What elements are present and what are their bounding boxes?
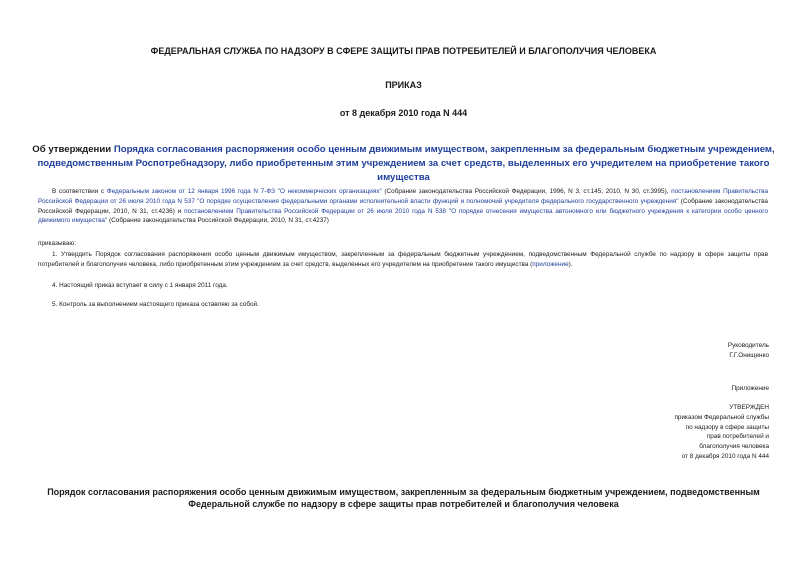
doc-type: ПРИКАЗ bbox=[385, 80, 422, 90]
approved-line: благополучия человека bbox=[699, 443, 769, 451]
procedure-title-line-2: Федеральной службе по надзору в сфере защиты прав потребителей и благополучия человека bbox=[188, 499, 619, 509]
approved-head: УТВЕРЖДЕН bbox=[729, 404, 769, 411]
procedure-title bbox=[38, 486, 769, 510]
preamble-text-3: (Собрание законодательства Российской Федерации, 2010, N 31, ст.4236) и bbox=[38, 197, 768, 215]
preamble-text-2: (Собрание законодательства Российской Федерации, 1996, N 3, ст.145; 2010, N 30, ст.3995), bbox=[381, 188, 672, 195]
item1-end: ). bbox=[568, 260, 573, 268]
signature-block bbox=[728, 341, 769, 361]
doc-date-number: от 8 декабря 2010 года N 444 bbox=[339, 108, 468, 118]
orders-label: приказываю: bbox=[38, 240, 76, 247]
resolution-538-link[interactable]: постановлением Правительства Российской Федерации от 26 июля 2010 года N 538 "О порядке отнесения имущества автономного или бюджетного учреждения к категории особо ценного движимого имущества" bbox=[38, 207, 768, 225]
agency-title: ФЕДЕРАЛЬНАЯ СЛУЖБА ПО НАДЗОРУ В СФЕРЕ ЗАЩИТЫ ПРАВ ПОТРЕБИТЕЛЕЙ И БЛАГОПОЛУЧИЯ ЧЕЛОВЕКА bbox=[150, 46, 657, 56]
item1-text: 1. Утвердить Порядок согласования распоряжения особо ценным движимым имуществом, закрепленным за федеральным бюджетным учреждением, подведомственным Федеральной службе по надзору в сфере защиты прав потребителей и благополучия человека, либо приобретенным этим учреждением за счет средств, выделенных его учредителем на приобретение такого имущества ( bbox=[38, 251, 768, 268]
approved-line: по надзору в сфере защиты bbox=[685, 423, 769, 431]
approved-block bbox=[674, 403, 769, 462]
appendix-label: Приложение bbox=[731, 385, 769, 392]
order-item-4: 4. Настоящий приказ вступает в силу с 1 января 2011 года. bbox=[52, 282, 228, 289]
order-item-5: 5. Контроль за выполнением настоящего приказа оставляю за собой. bbox=[52, 301, 259, 308]
procedure-title-line-1: Порядок согласования распоряжения особо ценным движимым имуществом, закрепленным за федеральным бюджетным учреждением, подведомственным bbox=[47, 487, 760, 497]
preamble-paragraph bbox=[38, 187, 768, 226]
order-item-1 bbox=[38, 250, 768, 270]
signature-name: Г.Г.Онищенко bbox=[729, 351, 769, 359]
subject-prefix: Об утверждении bbox=[32, 144, 114, 155]
appendix-link[interactable]: приложение bbox=[532, 260, 569, 268]
preamble-text-1: В соответствии с bbox=[52, 188, 107, 195]
signature-title: Руководитель bbox=[727, 342, 769, 349]
doc-subject bbox=[30, 143, 777, 185]
preamble-text-4: (Собрание законодательства Российской Федерации, 2010, N 31, ст.4237) bbox=[107, 217, 329, 225]
federal-law-link[interactable]: Федеральным законом от 12 января 1996 года N 7-ФЗ "О некоммерческих организациях" bbox=[106, 188, 382, 195]
subject-link[interactable]: Порядка согласования распоряжения особо ценным движимым имуществом, закрепленным за федеральным бюджетным учреждением, подведомственным Роспотребнадзору, либо приобретенным этим учреждением за счет средств, выделенных его учредителем на приобретение такого имущества bbox=[37, 144, 775, 183]
approved-line: приказом Федеральной службы bbox=[674, 413, 769, 421]
approved-line: от 8 декабря 2010 года N 444 bbox=[681, 452, 769, 460]
resolution-537-link[interactable]: постановлением Правительства Российской Федерации от 26 июля 2010 года N 537 "О порядке осуществления федеральными органами исполнительной власти функций и полномочий учредителя федерального государственного учреждения" bbox=[38, 188, 769, 205]
approved-line: прав потребителей и bbox=[706, 433, 769, 441]
